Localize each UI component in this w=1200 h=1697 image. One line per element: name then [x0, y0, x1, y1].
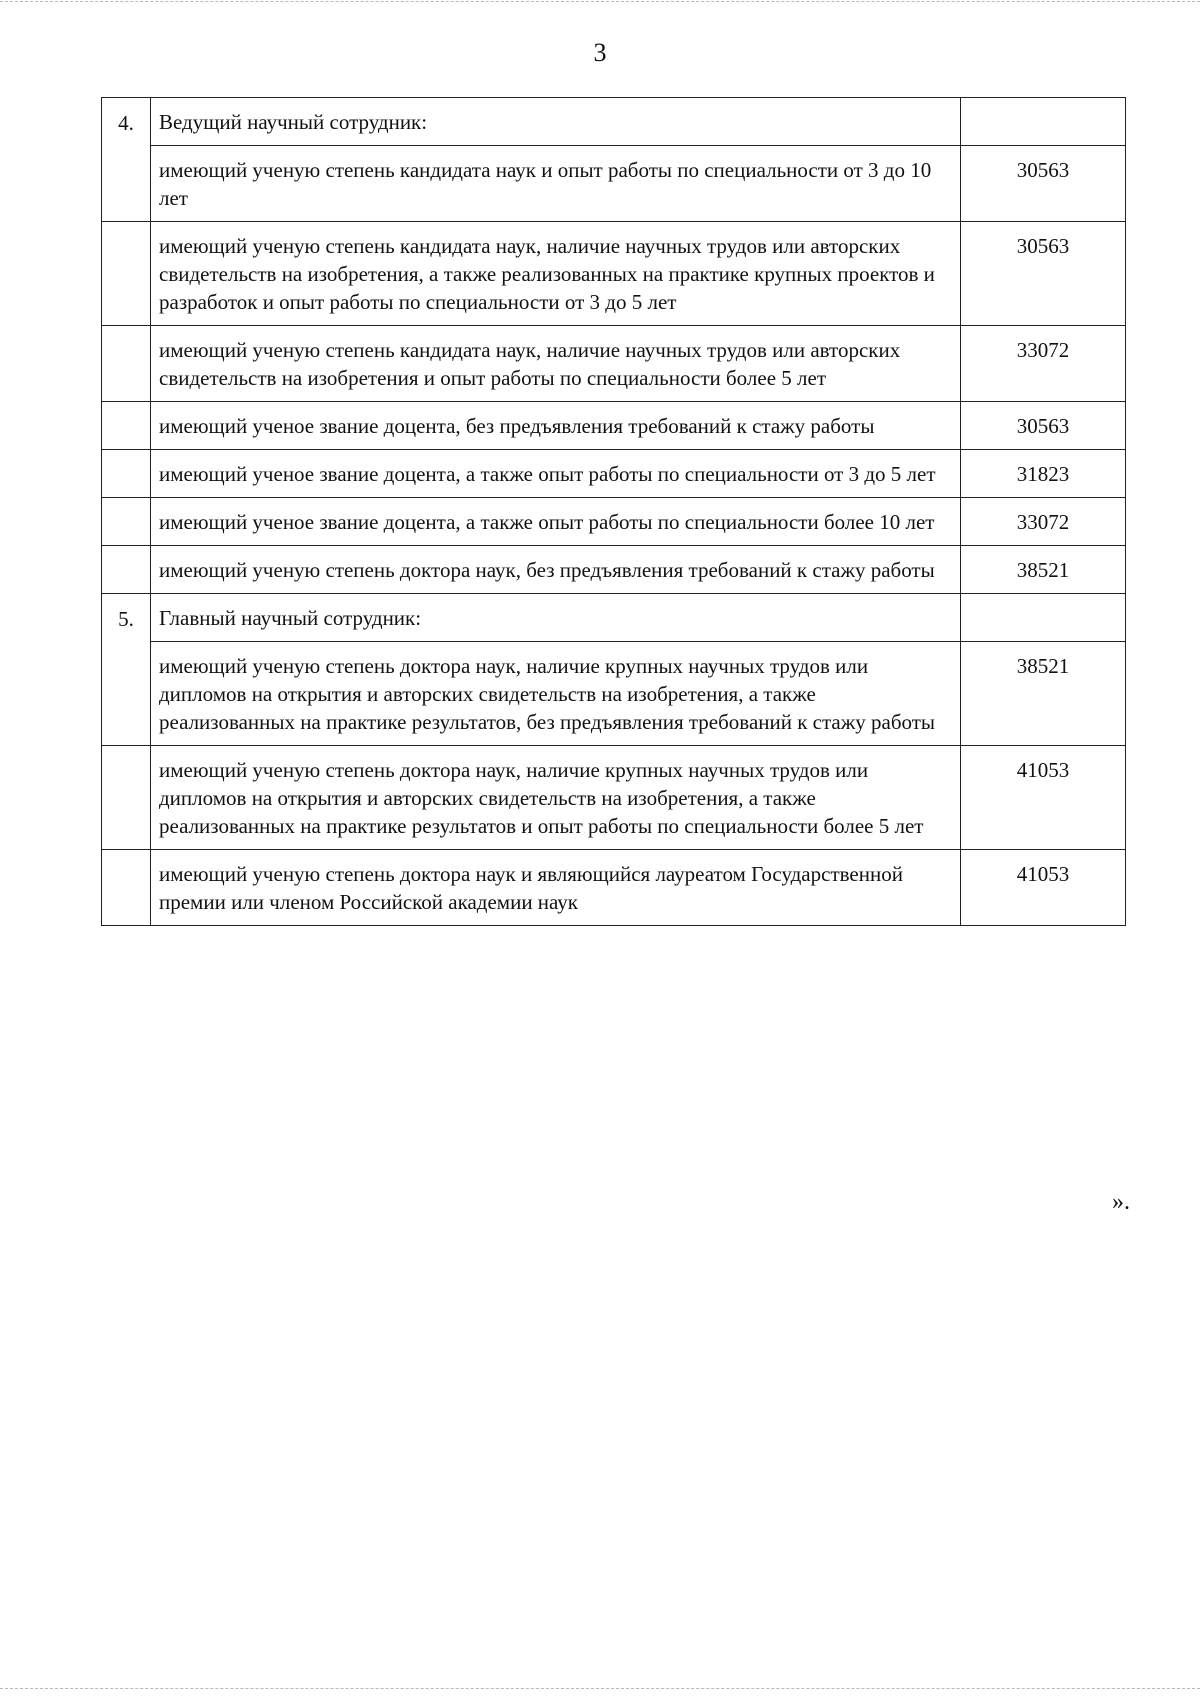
section-header-row [102, 594, 1126, 642]
position-description: имеющий ученую степень доктора наук и являющийся лауреатом Государственной премии или членом Российской академии наук [151, 850, 961, 926]
salary-value: 30563 [961, 146, 1126, 222]
position-description: имеющий ученое звание доцента, а также опыт работы по специальности более 10 лет [151, 498, 961, 546]
salary-value: 31823 [961, 450, 1126, 498]
table-row [102, 402, 1126, 450]
table-row [102, 746, 1126, 850]
section-title: Главный научный сотрудник: [151, 594, 961, 642]
position-description: имеющий ученое звание доцента, без предъявления требований к стажу работы [151, 402, 961, 450]
table-row [102, 222, 1126, 326]
table-row [102, 498, 1126, 546]
position-description: имеющий ученую степень доктора наук, наличие крупных научных трудов или дипломов на открытия и авторских свидетельств на изобретения, а также реализованных на практике результатов и опыт работы по специальности более 5 лет [151, 746, 961, 850]
section-title: Ведущий научный сотрудник: [151, 98, 961, 146]
position-description: имеющий ученую степень доктора наук, наличие крупных научных трудов или дипломов на открытия и авторских свидетельств на изобретения, а также реализованных на практике результатов, без предъявления требований к стажу работы [151, 642, 961, 746]
salary-value: 33072 [961, 498, 1126, 546]
salary-value: 41053 [961, 746, 1126, 850]
salary-value: 38521 [961, 642, 1126, 746]
position-description: имеющий ученую степень кандидата наук, наличие научных трудов или авторских свидетельств на изобретения, а также реализованных на практике крупных проектов и разработок и опыт работы по специальности от 3 до 5 лет [151, 222, 961, 326]
position-description: имеющий ученое звание доцента, а также опыт работы по специальности от 3 до 5 лет [151, 450, 961, 498]
empty-value-cell [961, 594, 1126, 642]
empty-value-cell [961, 98, 1126, 146]
section-number: 4. [102, 98, 151, 146]
salary-value: 38521 [961, 546, 1126, 594]
position-description: имеющий ученую степень кандидата наук, наличие научных трудов или авторских свидетельств на изобретения и опыт работы по специальности более 5 лет [151, 326, 961, 402]
table-row [102, 642, 1126, 746]
table-row [102, 850, 1126, 926]
table-row [102, 450, 1126, 498]
position-description: имеющий ученую степень кандидата наук и опыт работы по специальности от 3 до 10 лет [151, 146, 961, 222]
section-header-row [102, 98, 1126, 146]
table-row [102, 146, 1126, 222]
salary-table [101, 97, 1126, 926]
section-number: 5. [102, 594, 151, 642]
scan-edge-top [0, 1, 1200, 2]
salary-value: 30563 [961, 402, 1126, 450]
page-number: 3 [593, 38, 607, 67]
salary-value: 41053 [961, 850, 1126, 926]
salary-value: 30563 [961, 222, 1126, 326]
table-row [102, 326, 1126, 402]
salary-value: 33072 [961, 326, 1126, 402]
closing-quote-mark: ». [1112, 1189, 1130, 1215]
position-description: имеющий ученую степень доктора наук, без предъявления требований к стажу работы [151, 546, 961, 594]
table-row [102, 546, 1126, 594]
scan-edge-bottom [0, 1688, 1200, 1689]
